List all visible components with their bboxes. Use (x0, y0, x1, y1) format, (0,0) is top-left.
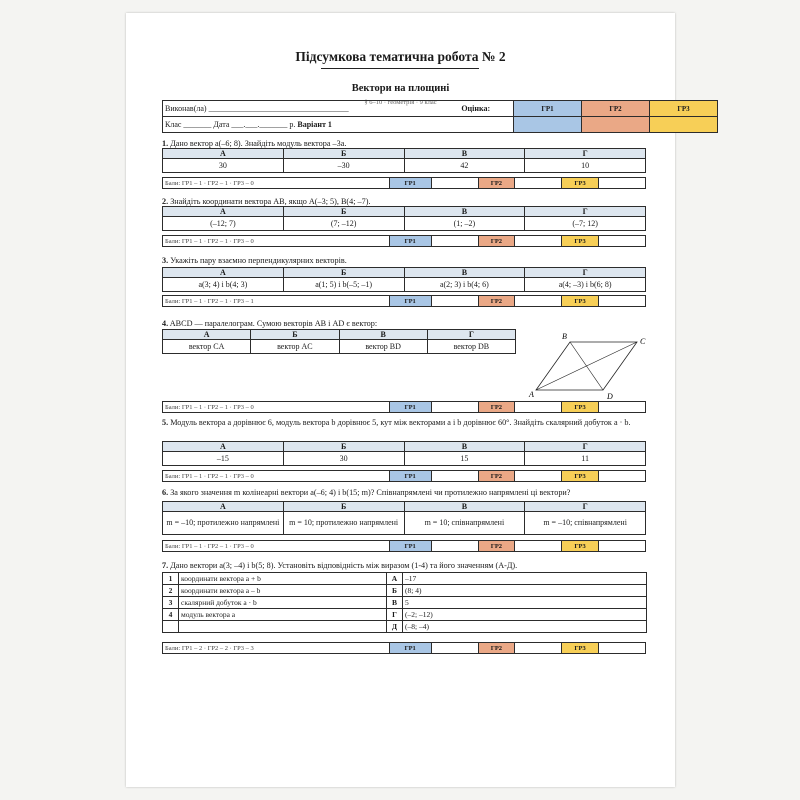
option-letter-3: В (404, 149, 525, 159)
value-letter: Г (387, 609, 403, 621)
group-2-score[interactable] (515, 296, 562, 307)
option-letter-1: А (163, 268, 284, 278)
group-1-tag: ГР1 (389, 471, 431, 482)
answer-option[interactable]: (–7; 12) (525, 217, 646, 231)
option-letter-1: А (163, 442, 284, 452)
score-text: Бали: ГР1 – 1 · ГР2 – 1 · ГР3 – 0 (163, 236, 390, 247)
question-7 (162, 560, 646, 571)
group-3-score[interactable] (598, 643, 645, 654)
expression-text: модуль вектора a (179, 609, 387, 621)
group-2-tag: ГР2 (478, 296, 515, 307)
question-number: 1. (162, 139, 169, 148)
option-letter-1: А (163, 149, 284, 159)
option-letter-2: Б (283, 268, 404, 278)
option-letter-1: А (163, 330, 251, 340)
answer-option[interactable]: –15 (163, 452, 284, 466)
answer-option[interactable]: вектор CA (163, 340, 251, 354)
grade-label: Оцінка: (439, 101, 514, 117)
expression-number: 3 (163, 597, 179, 609)
group-2-header: ГР2 (582, 101, 650, 117)
score-row-7 (162, 642, 646, 654)
group-2-tag: ГР2 (478, 178, 515, 189)
score-text: Бали: ГР1 – 1 · ГР2 – 1 · ГР3 – 0 (163, 471, 390, 482)
expression-number: 1 (163, 573, 179, 585)
question-number: 2. (162, 197, 169, 206)
option-letter-4: Г (525, 442, 646, 452)
option-letter-2: Б (283, 442, 404, 452)
option-letter-2: Б (283, 502, 404, 512)
group-3-score[interactable] (598, 236, 645, 247)
answer-table-2 (162, 206, 646, 231)
question-text: Укажіть пару взаємно перпендикулярних векторів. (170, 256, 347, 265)
question-text: Дано вектори a(3; –4) і b(5; 8). Установіть відповідність між виразом (1-4) та його значенням (А-Д). (170, 561, 518, 570)
page-subtitle: Вектори на площині (351, 83, 450, 94)
answer-option[interactable]: вектор DB (427, 340, 515, 354)
option-letter-1: А (163, 502, 284, 512)
score-row-2 (162, 235, 646, 247)
question-number: 6. (162, 488, 169, 497)
group-1-score[interactable] (431, 541, 478, 552)
class-date-field[interactable]: Клас _______ Дата ___.___._______ р. (165, 120, 296, 129)
value-letter: А (387, 573, 403, 585)
group-1-tag: ГР1 (389, 541, 431, 552)
answer-option[interactable]: 15 (404, 452, 525, 466)
group-3-tag: ГР3 (562, 236, 599, 247)
worksheet-page (126, 13, 690, 787)
vertex-c-label: C (640, 337, 646, 346)
vertex-b-label: B (562, 332, 567, 341)
group-1-score[interactable] (431, 296, 478, 307)
value-text[interactable]: 5 (403, 597, 647, 609)
option-letter-3: В (404, 502, 525, 512)
title-underline (321, 68, 479, 69)
score-row-1 (162, 177, 646, 189)
empty-cell (179, 621, 387, 633)
answer-option[interactable]: (7; –12) (283, 217, 404, 231)
answer-option[interactable]: –30 (283, 159, 404, 173)
group-3-tag: ГР3 (562, 296, 599, 307)
section-note: § 6–10 · геометрія · 9 клас (364, 99, 437, 106)
group-2-score[interactable] (515, 178, 562, 189)
option-letter-2: Б (283, 149, 404, 159)
student-info-table (162, 100, 718, 133)
answer-option[interactable]: 11 (525, 452, 646, 466)
group-3-tag: ГР3 (562, 541, 599, 552)
group-2-score[interactable] (515, 643, 562, 654)
expression-number: 4 (163, 609, 179, 621)
expression-text: координати вектора a – b (179, 585, 387, 597)
group-3-grade[interactable] (650, 117, 718, 133)
question-text: Модуль вектора a дорівнює 6, модуль вектора b дорівнює 5, кут між векторами a і b дорівнює 60°. Знайдіть скалярний добуток a · b. (170, 418, 631, 427)
answer-table-1 (162, 148, 646, 173)
group-1-header: ГР1 (514, 101, 582, 117)
expression-number: 2 (163, 585, 179, 597)
group-2-tag: ГР2 (478, 402, 515, 413)
question-text: Дано вектор a(–6; 8). Знайдіть модуль вектора –3a. (170, 139, 347, 148)
question-text: Знайдіть координати вектора AB, якщо A(–3; 5), B(4; –7). (170, 197, 371, 206)
variant-label: Варіант 1 (297, 120, 332, 129)
group-2-score[interactable] (515, 541, 562, 552)
group-1-tag: ГР1 (389, 643, 431, 654)
score-row-3 (162, 295, 646, 307)
group-3-score[interactable] (598, 296, 645, 307)
option-letter-4: Г (525, 207, 646, 217)
option-letter-4: Г (525, 149, 646, 159)
group-1-tag: ГР1 (389, 296, 431, 307)
group-3-tag: ГР3 (562, 471, 599, 482)
answer-option[interactable]: (1; –2) (404, 217, 525, 231)
answer-option[interactable]: вектор AC (251, 340, 339, 354)
question-number: 5. (162, 418, 169, 427)
parallelogram-figure (526, 325, 651, 405)
group-2-score[interactable] (515, 236, 562, 247)
question-5 (162, 417, 646, 428)
value-text[interactable]: (8; 4) (403, 585, 647, 597)
group-1-tag: ГР1 (389, 178, 431, 189)
option-letter-1: А (163, 207, 284, 217)
value-text[interactable]: (–8; –4) (403, 621, 647, 633)
value-letter: Д (387, 621, 403, 633)
empty-cell (163, 621, 179, 633)
option-letter-4: Г (525, 268, 646, 278)
value-text[interactable]: –17 (403, 573, 647, 585)
question-text: За якого значення m колінеарні вектори a(–6; 4) і b(15; m)? Співнапрямлені чи протилежно напрямлені ці вектори? (170, 488, 571, 497)
group-3-tag: ГР3 (562, 178, 599, 189)
answer-table-4 (162, 329, 516, 354)
group-3-score[interactable] (598, 541, 645, 552)
score-text: Бали: ГР1 – 1 · ГР2 – 1 · ГР3 – 0 (163, 402, 390, 413)
group-2-tag: ГР2 (478, 236, 515, 247)
group-1-score[interactable] (431, 643, 478, 654)
question-number: 4. (162, 319, 169, 328)
option-letter-3: В (404, 207, 525, 217)
score-text: Бали: ГР1 – 2 · ГР2 – 2 · ГР3 – 3 (163, 643, 390, 654)
score-text: Бали: ГР1 – 1 · ГР2 – 1 · ГР3 – 1 (163, 296, 390, 307)
group-3-tag: ГР3 (562, 643, 599, 654)
group-2-tag: ГР2 (478, 643, 515, 654)
group-2-tag: ГР2 (478, 541, 515, 552)
group-3-header: ГР3 (650, 101, 718, 117)
question-6 (162, 487, 646, 498)
group-1-tag: ГР1 (389, 402, 431, 413)
expression-text: скалярний добуток a · b (179, 597, 387, 609)
value-letter: В (387, 597, 403, 609)
answer-option[interactable]: 42 (404, 159, 525, 173)
group-2-score[interactable] (515, 471, 562, 482)
group-1-grade[interactable] (514, 117, 582, 133)
name-field[interactable]: Виконав(ла) ___________________________________ (163, 101, 439, 117)
group-1-score[interactable] (431, 471, 478, 482)
score-row-5 (162, 470, 646, 482)
answer-option[interactable]: вектор BD (339, 340, 427, 354)
option-letter-3: В (404, 442, 525, 452)
option-letter-4: Г (525, 502, 646, 512)
question-number: 3. (162, 256, 169, 265)
answer-table-6 (162, 501, 646, 535)
group-2-grade[interactable] (582, 117, 650, 133)
answer-option[interactable]: a(1; 5) і b(–5; –1) (283, 278, 404, 292)
answer-option[interactable]: m = –10; протилежно напрямлені (163, 512, 284, 535)
answer-option[interactable]: (–12; 7) (163, 217, 284, 231)
answer-option[interactable]: 30 (283, 452, 404, 466)
option-letter-2: Б (283, 207, 404, 217)
group-1-score[interactable] (431, 178, 478, 189)
score-row-6 (162, 540, 646, 552)
answer-option[interactable]: m = 10; протилежно напрямлені (283, 512, 404, 535)
group-3-score[interactable] (598, 471, 645, 482)
option-letter-3: В (404, 268, 525, 278)
question-3 (162, 255, 646, 266)
expression-text: координати вектора a + b (179, 573, 387, 585)
class-date-row[interactable] (163, 117, 514, 133)
group-3-score[interactable] (598, 178, 645, 189)
answer-table-5 (162, 441, 646, 466)
value-text[interactable]: (–2; –12) (403, 609, 647, 621)
group-1-score[interactable] (431, 402, 478, 413)
answer-option[interactable]: a(4; –3) і b(6; 8) (525, 278, 646, 292)
question-number: 7. (162, 561, 169, 570)
answer-option[interactable]: 10 (525, 159, 646, 173)
group-2-tag: ГР2 (478, 471, 515, 482)
page-title: Підсумкова тематична робота № 2 (295, 49, 506, 64)
score-text: Бали: ГР1 – 1 · ГР2 – 1 · ГР3 – 0 (163, 178, 390, 189)
answer-option[interactable]: m = 10; співнапрямлені (404, 512, 525, 535)
option-letter-4: Г (427, 330, 515, 340)
group-1-score[interactable] (431, 236, 478, 247)
answer-option[interactable]: 30 (163, 159, 284, 173)
option-letter-2: Б (251, 330, 339, 340)
matching-table (162, 572, 647, 633)
vertex-d-label: D (607, 392, 613, 401)
score-text: Бали: ГР1 – 1 · ГР2 – 1 · ГР3 – 0 (163, 541, 390, 552)
vertex-a-label: A (529, 390, 534, 399)
answer-option[interactable]: a(3; 4) і b(4; 3) (163, 278, 284, 292)
value-letter: Б (387, 585, 403, 597)
answer-table-3 (162, 267, 646, 292)
group-1-tag: ГР1 (389, 236, 431, 247)
group-3-tag: ГР3 (562, 402, 599, 413)
answer-option[interactable]: m = –10; співнапрямлені (525, 512, 646, 535)
answer-option[interactable]: a(2; 3) і b(4; 6) (404, 278, 525, 292)
question-4 (162, 318, 522, 329)
diagonal-ac (536, 342, 637, 390)
option-letter-3: В (339, 330, 427, 340)
question-text: ABCD — паралелограм. Сумою векторів AB і AD є вектор: (169, 319, 378, 328)
